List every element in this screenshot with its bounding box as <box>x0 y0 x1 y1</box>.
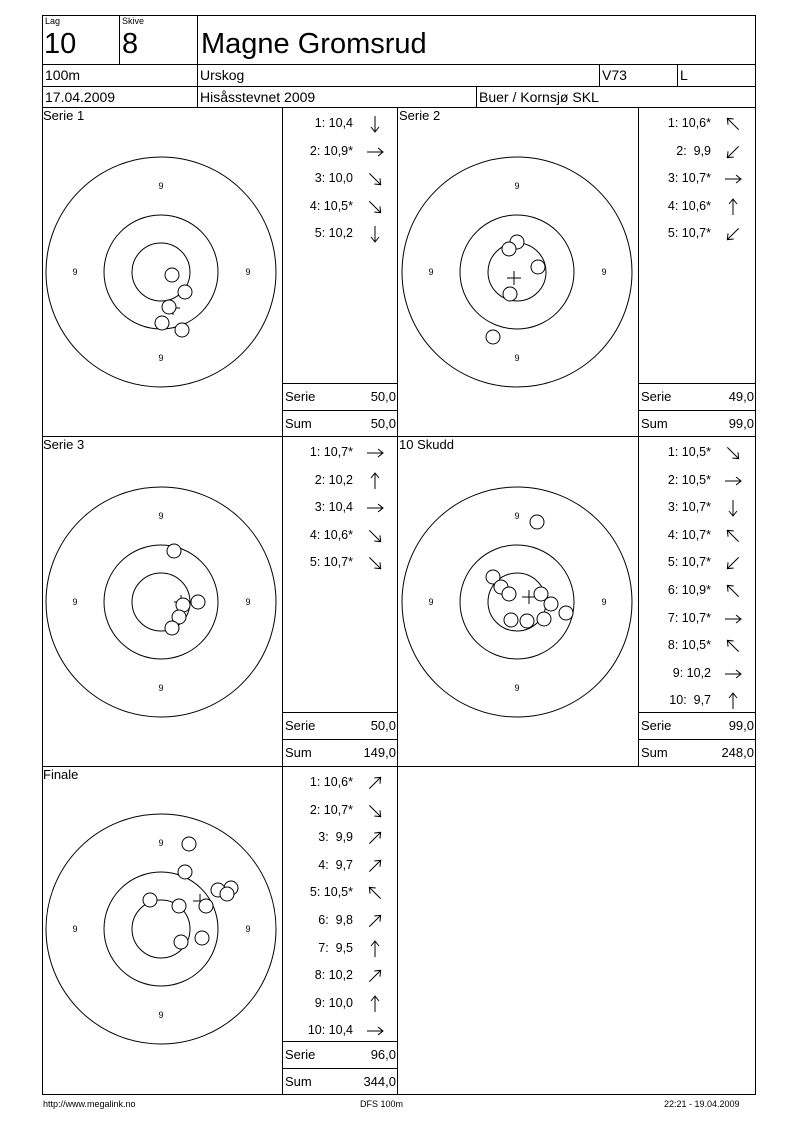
class: L <box>680 67 688 83</box>
sum-label: Sum <box>285 1074 312 1089</box>
direction-arrow-icon <box>723 197 743 217</box>
shot-hole <box>502 242 516 256</box>
target-serie-2 <box>398 152 638 392</box>
direction-arrow-icon <box>723 609 743 629</box>
direction-arrow-icon <box>723 636 743 656</box>
direction-arrow-icon <box>365 911 385 931</box>
shot-row <box>283 471 397 491</box>
direction-arrow-icon <box>365 1021 385 1041</box>
shot-label: 2: 9,9 <box>676 143 711 158</box>
direction-arrow-icon <box>723 664 743 684</box>
shot-row <box>283 773 397 793</box>
shot-label: 6: 9,8 <box>318 913 353 927</box>
direction-arrow-icon <box>723 169 743 189</box>
shot-label: 4: 10,6* <box>309 527 353 542</box>
sum-box-line <box>282 383 398 384</box>
grid-line <box>42 766 756 767</box>
ring-label: 9 <box>601 267 607 277</box>
shot-row <box>283 939 397 959</box>
shot-label: 3: 9,9 <box>318 830 353 845</box>
shot-row <box>639 526 755 546</box>
sum-box-line <box>638 712 756 713</box>
serie-value: 99,0 <box>728 718 754 733</box>
header-divider <box>476 86 477 107</box>
shot-label: 3: 10,4 <box>314 500 353 515</box>
shot-row <box>283 197 397 217</box>
serie-label: Serie <box>641 718 672 733</box>
direction-arrow-icon <box>365 169 385 189</box>
ring-label: 9 <box>245 267 251 277</box>
shot-label: 1: 10,6* <box>667 116 711 130</box>
shot-hole <box>520 614 534 628</box>
shot-list-finale <box>283 768 397 1038</box>
direction-arrow-icon <box>723 224 743 244</box>
direction-arrow-icon <box>723 553 743 573</box>
sum-box-line <box>282 712 398 713</box>
shot-hole <box>178 865 192 879</box>
shot-row <box>283 498 397 518</box>
shot-row <box>283 966 397 986</box>
shot-label: 5: 10,7* <box>667 226 711 241</box>
shot-label: 2: 10,9* <box>309 143 353 158</box>
panel-title-serie-2: Serie 2 <box>399 108 441 123</box>
shot-row <box>639 664 755 684</box>
shot-row <box>283 114 397 134</box>
sum-label: Sum <box>285 416 312 431</box>
shot-hole <box>503 287 517 301</box>
sum-label: Sum <box>285 745 312 760</box>
sum-box-line <box>638 383 756 384</box>
shot-row <box>283 994 397 1014</box>
shot-label: 8: 10,2 <box>314 968 353 983</box>
shot-row <box>283 142 397 162</box>
shot-label: 7: 9,5 <box>318 940 353 955</box>
ring-label: 9 <box>158 181 164 191</box>
serie-label: Serie <box>285 389 316 404</box>
ring-label: 9 <box>158 683 164 693</box>
shot-row <box>283 828 397 848</box>
sum-box-line <box>282 410 398 411</box>
direction-arrow-icon <box>723 471 743 491</box>
shot-hole <box>182 837 196 851</box>
direction-arrow-icon <box>365 939 385 959</box>
panel-title-serie-1: Serie 1 <box>43 108 85 123</box>
ring-label: 9 <box>158 838 164 848</box>
shot-list-serie-1 <box>283 109 397 379</box>
shot-hole <box>175 323 189 337</box>
shooter-name: Magne Gromsrud <box>201 28 427 60</box>
direction-arrow-icon <box>365 197 385 217</box>
shot-hole <box>162 300 176 314</box>
direction-arrow-icon <box>365 773 385 793</box>
ring-label: 9 <box>72 267 78 277</box>
event-name: Hisåsstevnet 2009 <box>200 89 316 105</box>
sum-box-line <box>638 739 756 740</box>
date: 17.04.2009 <box>45 89 116 105</box>
serie-value: 50,0 <box>370 718 396 733</box>
ring-label: 9 <box>428 597 434 607</box>
club: Urskog <box>200 67 245 83</box>
shot-hole <box>486 330 500 344</box>
shot-label: 10: 9,7 <box>669 693 711 708</box>
shot-label: 9: 10,0 <box>314 995 353 1010</box>
shot-hole <box>165 621 179 635</box>
footer-url: http://www.megalink.no <box>43 1099 136 1109</box>
ring-label: 9 <box>245 597 251 607</box>
panel-title-serie-3: Serie 3 <box>43 437 85 452</box>
shot-hole <box>530 515 544 529</box>
shot-label: 7: 10,7* <box>667 610 711 625</box>
shot-hole <box>544 597 558 611</box>
shot-label: 2: 10,7* <box>309 802 353 817</box>
sum-value: 50,0 <box>370 416 396 431</box>
shot-hole <box>537 612 551 626</box>
direction-arrow-icon <box>723 443 743 463</box>
shot-row <box>639 609 755 629</box>
direction-arrow-icon <box>723 142 743 162</box>
shot-hole <box>504 613 518 627</box>
skive-label: Skive <box>122 16 145 26</box>
ring-label: 9 <box>158 1010 164 1020</box>
shot-list-serie-2 <box>639 109 755 379</box>
shot-row <box>639 636 755 656</box>
skive-value: 8 <box>122 28 139 60</box>
shot-row <box>283 443 397 463</box>
shot-label: 5: 10,5* <box>309 885 353 900</box>
shot-row <box>639 169 755 189</box>
shot-hole <box>559 606 573 620</box>
ring-label: 9 <box>158 353 164 363</box>
shot-hole <box>199 899 213 913</box>
serie-value: 49,0 <box>728 389 754 404</box>
header-divider <box>42 86 756 87</box>
serie-label: Serie <box>285 1047 316 1062</box>
direction-arrow-icon <box>365 142 385 162</box>
panel-title-finale: Finale <box>43 767 79 782</box>
header-divider <box>42 64 756 65</box>
shot-row <box>283 856 397 876</box>
ring-label: 9 <box>514 353 520 363</box>
shot-row <box>639 142 755 162</box>
direction-arrow-icon <box>365 966 385 986</box>
serie-label: Serie <box>285 718 316 733</box>
shot-row <box>639 224 755 244</box>
panel-title-10-skudd: 10 Skudd <box>399 437 454 452</box>
shot-row <box>639 691 755 711</box>
shot-label: 4: 10,7* <box>667 527 711 542</box>
direction-arrow-icon <box>365 498 385 518</box>
footer-timestamp: 22:21 - 19.04.2009 <box>664 1099 740 1109</box>
lag-label: Lag <box>45 16 61 26</box>
direction-arrow-icon <box>365 828 385 848</box>
sum-label: Sum <box>641 416 668 431</box>
target-finale <box>43 812 281 1052</box>
ring-label: 9 <box>514 181 520 191</box>
sum-box-line <box>282 1068 398 1069</box>
header-divider <box>119 15 120 64</box>
sum-value: 248,0 <box>721 745 754 760</box>
ring-label: 9 <box>72 597 78 607</box>
shot-label: 4: 9,7 <box>318 857 353 872</box>
shot-label: 9: 10,2 <box>672 665 711 680</box>
shot-label: 5: 10,7* <box>667 555 711 570</box>
shot-row <box>283 801 397 821</box>
distance: 100m <box>45 67 81 83</box>
direction-arrow-icon <box>365 553 385 573</box>
shot-list-10-skudd <box>639 438 755 708</box>
serie-label: Serie <box>641 389 672 404</box>
shot-hole <box>195 931 209 945</box>
shot-row <box>639 553 755 573</box>
footer-program: DFS 100m <box>360 1099 404 1109</box>
shot-hole <box>220 887 234 901</box>
ring-label: 9 <box>428 267 434 277</box>
lag-value: 10 <box>44 28 77 60</box>
sum-value: 99,0 <box>728 416 754 431</box>
shot-row <box>639 443 755 463</box>
ring-label: 9 <box>158 511 164 521</box>
shot-label: 1: 10,7* <box>309 445 353 459</box>
shot-label: 3: 10,0 <box>314 171 353 186</box>
ring-label: 9 <box>245 924 251 934</box>
shot-row <box>283 169 397 189</box>
shot-row <box>283 911 397 931</box>
shot-hole <box>174 935 188 949</box>
shot-row <box>639 581 755 601</box>
center-cross <box>507 271 521 285</box>
shot-row <box>639 114 755 134</box>
shot-hole <box>167 544 181 558</box>
direction-arrow-icon <box>723 114 743 134</box>
direction-arrow-icon <box>365 224 385 244</box>
sum-value: 149,0 <box>363 745 396 760</box>
header-divider <box>197 15 198 107</box>
shot-label: 5: 10,7* <box>309 555 353 570</box>
shot-label: 1: 10,6* <box>309 775 353 789</box>
shot-hole <box>172 899 186 913</box>
shot-label: 8: 10,5* <box>667 638 711 653</box>
ring-label: 9 <box>72 924 78 934</box>
shot-row <box>283 526 397 546</box>
shot-label: 10: 10,4 <box>307 1023 353 1038</box>
shot-row <box>283 883 397 903</box>
shot-label: 1: 10,5* <box>667 445 711 459</box>
direction-arrow-icon <box>723 498 743 518</box>
target-serie-3 <box>43 482 281 722</box>
sum-box-line <box>638 410 756 411</box>
shot-hole <box>155 316 169 330</box>
direction-arrow-icon <box>365 114 385 134</box>
shot-row <box>283 1021 397 1041</box>
direction-arrow-icon <box>723 691 743 711</box>
shot-label: 4: 10,6* <box>667 198 711 213</box>
serie-value: 96,0 <box>370 1047 396 1062</box>
target-serie-1 <box>43 152 281 392</box>
shot-label: 3: 10,7* <box>667 500 711 515</box>
shot-row <box>639 471 755 491</box>
shot-row <box>639 197 755 217</box>
shot-label: 3: 10,7* <box>667 171 711 186</box>
direction-arrow-icon <box>365 994 385 1014</box>
shot-label: 2: 10,2 <box>314 472 353 487</box>
direction-arrow-icon <box>365 526 385 546</box>
weapon: V73 <box>602 67 627 83</box>
shot-row <box>639 498 755 518</box>
direction-arrow-icon <box>723 526 743 546</box>
shot-row <box>283 224 397 244</box>
direction-arrow-icon <box>365 471 385 491</box>
header-divider <box>677 64 678 86</box>
direction-arrow-icon <box>365 856 385 876</box>
direction-arrow-icon <box>723 581 743 601</box>
shot-label: 2: 10,5* <box>667 472 711 487</box>
shot-hole <box>531 260 545 274</box>
shot-row <box>283 553 397 573</box>
sum-value: 344,0 <box>363 1074 396 1089</box>
direction-arrow-icon <box>365 443 385 463</box>
sum-label: Sum <box>641 745 668 760</box>
venue: Buer / Kornsjø SKL <box>479 89 599 105</box>
shot-label: 5: 10,2 <box>314 226 353 241</box>
shot-hole <box>178 285 192 299</box>
shot-hole <box>191 595 205 609</box>
shot-hole <box>143 893 157 907</box>
direction-arrow-icon <box>365 801 385 821</box>
direction-arrow-icon <box>365 883 385 903</box>
shot-label: 4: 10,5* <box>309 198 353 213</box>
ring-label: 9 <box>601 597 607 607</box>
shot-hole <box>165 268 179 282</box>
header-divider <box>599 64 600 86</box>
serie-value: 50,0 <box>370 389 396 404</box>
target-10-skudd <box>398 482 638 722</box>
shot-hole <box>502 587 516 601</box>
shot-list-serie-3 <box>283 438 397 708</box>
shot-label: 6: 10,9* <box>667 583 711 597</box>
ring-label: 9 <box>514 683 520 693</box>
ring-label: 9 <box>514 511 520 521</box>
shot-label: 1: 10,4 <box>314 116 353 130</box>
sum-box-line <box>282 739 398 740</box>
